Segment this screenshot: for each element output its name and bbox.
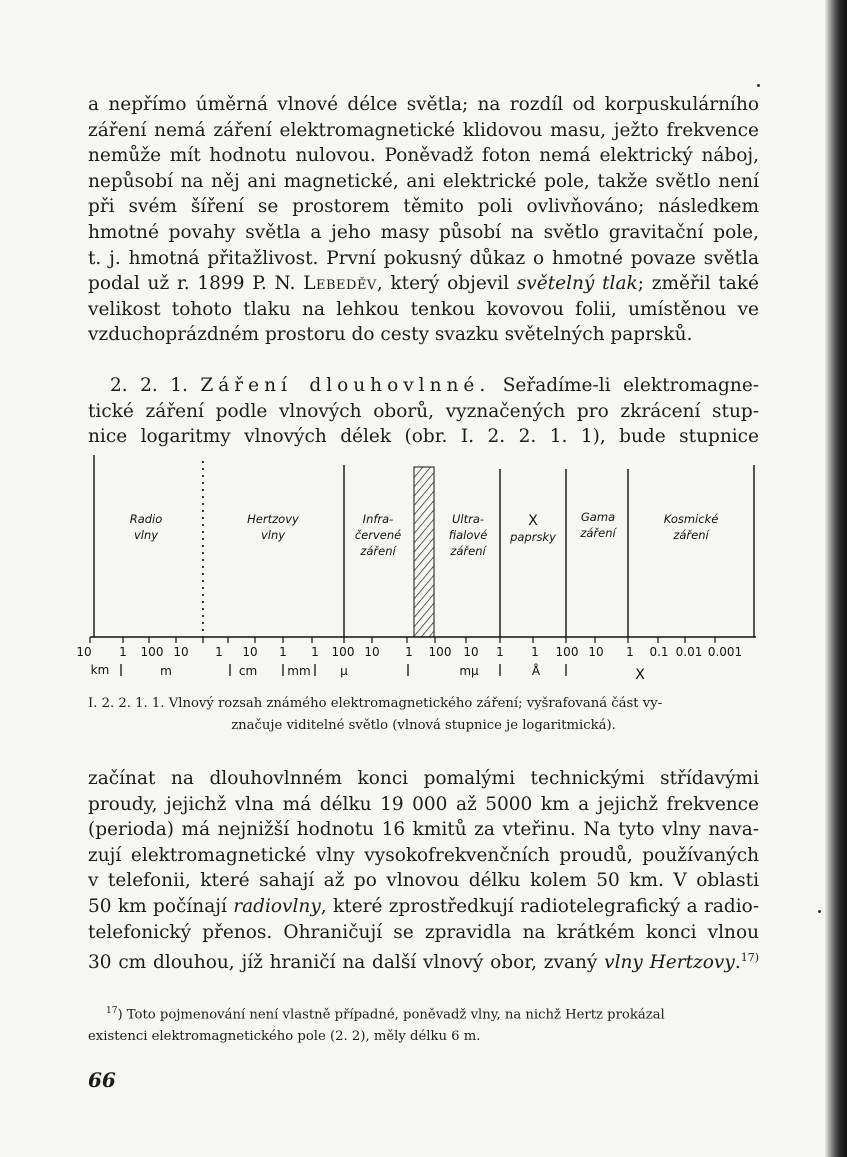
scale-unit-cm: cm [238, 664, 258, 678]
band-label-radio: vlny [133, 528, 159, 542]
band-label-infrared: červené [354, 528, 402, 542]
scale-number: 0.001 [707, 645, 743, 659]
text-line: záření nemá záření elektromagnetické klidovou masu, ježto frekvence [88, 119, 759, 141]
section-heading-line: 2. 2. 1. Záření dlouhovlnné. Seřadíme-li elektromagne- [88, 373, 759, 399]
text-line: hmotné povahy světla a jeho masy působí na světlo gravitační pole, [88, 221, 759, 243]
band-label-ultraviolet: záření [450, 544, 486, 558]
text-line: začínat na dlouhovlnném konci pomalými technickými střídavými [88, 768, 759, 789]
scale-number: 0.01 [675, 645, 703, 659]
band-label-infrared: záření [360, 544, 396, 558]
text-line: nemůže mít hodnotu nulovou. Poněvadž foton nemá elektrický náboj, [88, 145, 759, 167]
page-number: 66 [88, 1068, 116, 1092]
scale-number: 1 [405, 645, 413, 659]
scale-number: 1 [531, 645, 539, 659]
scale-number: 100 [555, 645, 579, 659]
visible-light-hatched-band [414, 467, 434, 637]
text-line: proudy, jejichž vlna má délku 19 000 až 5000 km a jejichž frekvence [88, 793, 759, 815]
text-line: při svém šíření se prostorem těmito poli ovlivňováno; následkem [88, 196, 759, 218]
text-line: podal už r. 1899 P. N. Lebeděv, který objevil světelný tlak; změřil také [88, 273, 759, 295]
scale-unit-m: m [160, 664, 172, 678]
scale-unit-mm: mm [287, 664, 311, 678]
text-line: (perioda) má nejnižší hodnotu 16 kmitů za vteřinu. Na tyto vlny nava- [88, 819, 759, 841]
band-label-cosmic: záření [673, 528, 709, 542]
text-line: vzduchoprázdném prostoru do cesty svazku světelných paprsků. [88, 324, 693, 346]
text-line: 30 cm dlouhou, jíž hraničí na další vlnový obor, zvaný vlny Hertzovy.$^{17)}$ [88, 951, 759, 974]
page-binding-edge [825, 0, 847, 1157]
band-label-gamma: záření [580, 526, 616, 540]
scale-number: 1 [119, 645, 127, 659]
paragraph-1 [88, 92, 759, 348]
text-line: v telefonii, které sahají až po vlnovou délku kolem 50 km. V oblasti [88, 870, 759, 892]
scale-number: 10 [242, 645, 258, 659]
band-label-radio: Radio [129, 512, 163, 526]
scale-number: 10 [173, 645, 189, 659]
scale-unit-x: X [635, 667, 645, 683]
text-line: 50 km počínají radiovlny, které zprostředkují radiotelegrafický a radio- [88, 895, 759, 917]
text-line: t. j. hmotná přitažlivost. První pokusný důkaz o hmotné povaze světla [88, 247, 759, 269]
emphasis: radiovlny [233, 895, 321, 917]
author-name: Lebeděv [303, 273, 377, 295]
scale-unit-km: km [90, 663, 110, 677]
scale-number: 100 [331, 645, 355, 659]
scale-number: 10 [463, 645, 479, 659]
band-label-hertz: Hertzovy [247, 512, 299, 526]
section-number: 2. 2. 1. [110, 375, 188, 396]
scale-unit-millimicron: mμ [459, 664, 479, 678]
scale-number: 1 [626, 645, 634, 659]
scale-number: 1 [496, 645, 504, 659]
scale-ticks [90, 637, 715, 643]
text-line: a nepřímo úměrná vlnové délce světla; na rozdíl od korpuskulárního [88, 94, 759, 115]
caption-number: I. 2. 2. 1. 1. [88, 696, 165, 711]
scale-unit-micron: μ [340, 664, 348, 678]
footnote-reference: 17) [740, 951, 759, 965]
text-line: nice logaritmy vlnových délek (obr. I. 2. 2. 1. 1), bude stupnice [88, 426, 759, 448]
text-line: velikost tohoto tlaku na lehkou tenkou kovovou folii, umístěnou ve [88, 298, 759, 320]
band-label-xray: paprsky [510, 530, 556, 544]
scale-number: 1 [311, 645, 319, 659]
scale-number: 1 [279, 645, 287, 659]
footnote-mark: 17 [106, 1006, 118, 1016]
scale-unit-angstrom: Å [531, 664, 541, 678]
section-title: Záření dlouhovlnné. [200, 375, 491, 396]
band-label-gamma: Gama [580, 510, 616, 524]
band-label-hertz: vlny [260, 528, 286, 542]
paragraph-2 [88, 766, 759, 976]
band-label-xray: X [528, 513, 538, 529]
scale-number: 0.1 [649, 645, 669, 659]
scale-number: 1 [215, 645, 223, 659]
text-line: nepůsobí na něj ani magnetické, ani elektrické pole, takže světlo není [88, 170, 759, 192]
text-line: telefonický přenos. Ohraničují se zpravidla na krátkém konci vlnou [88, 921, 759, 943]
band-label-ultraviolet: Ultra- [451, 512, 485, 526]
scale-number: 100 [140, 645, 164, 659]
band-label-infrared: Infra- [362, 512, 394, 526]
scale-number: 100 [428, 645, 452, 659]
scale-number: 10 [364, 645, 380, 659]
scale-number: 10 [76, 645, 92, 659]
text-line: zují elektromagnetické vlny vysokofrekvenčních proudů, používaných [88, 844, 759, 866]
scale-number: 10 [588, 645, 604, 659]
band-label-cosmic: Kosmické [663, 512, 719, 526]
electromagnetic-spectrum-diagram [76, 455, 770, 685]
print-speck [818, 910, 821, 913]
figure-caption: I. 2. 2. 1. 1. Vlnový rozsah známého elektromagnetického záření; vyšrafovaná část vy- značuje viditelné světlo (vlnová stupnice je logaritmická). [88, 696, 663, 733]
footnote: $^{17}$) Toto pojmenování není vlastně případné, poněvadž vlny, na nichž Hertz prokázal existenci elektromagnetického pole (2. 2), měly délku 6 m. [88, 1006, 665, 1045]
print-speck [757, 84, 760, 87]
text-line: tické záření podle vlnových oborů, vyznačených pro zkrácení stup- [88, 400, 759, 422]
emphasis: vlny Hertzovy [604, 952, 735, 974]
section-paragraph [88, 373, 759, 450]
band-label-ultraviolet: fialové [448, 528, 488, 542]
emphasis: světelný tlak [516, 273, 638, 295]
